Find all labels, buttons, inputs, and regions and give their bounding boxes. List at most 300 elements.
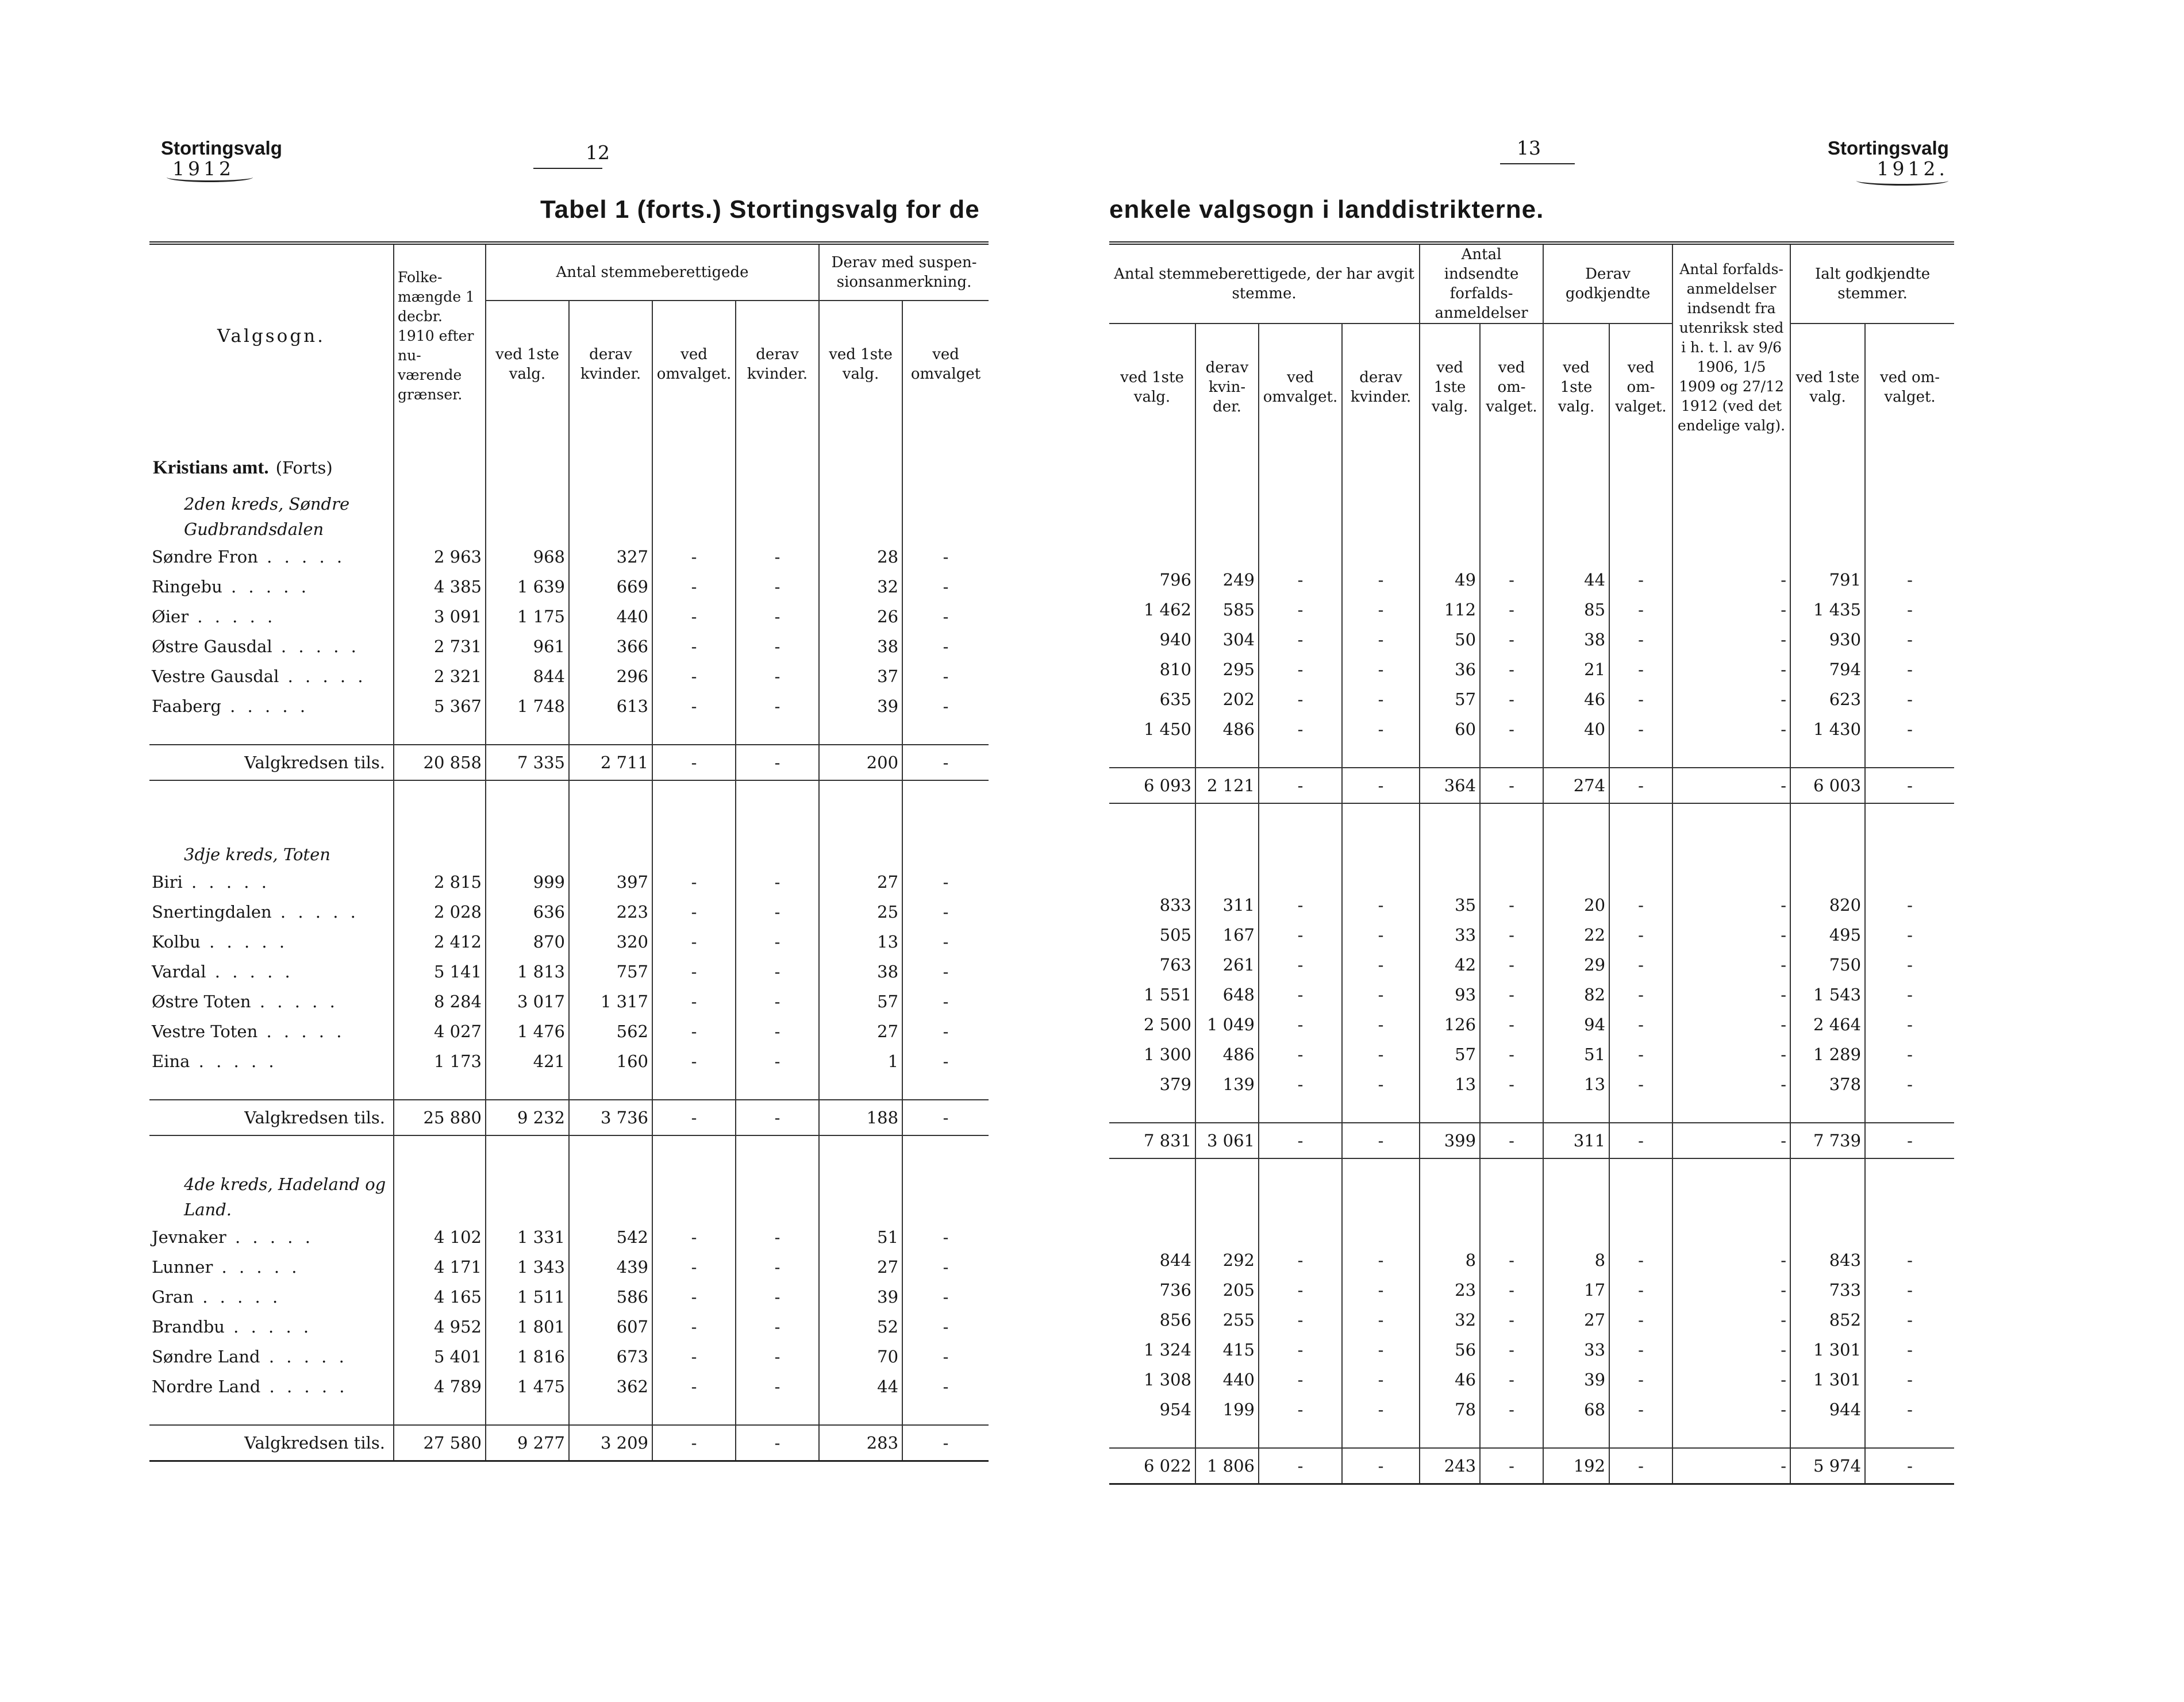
empty-cell [1609, 744, 1672, 768]
value-cell: - [1342, 1275, 1420, 1305]
table-row [1109, 654, 1954, 684]
value-cell: - [1609, 714, 1672, 744]
value-cell: 2 464 [1790, 1010, 1865, 1039]
kreds-heading-row [1109, 803, 1954, 890]
value-cell: 39 [819, 1282, 902, 1312]
valgsogn-name [149, 1372, 394, 1401]
valgsogn-name [149, 1282, 394, 1312]
empty-cell [1480, 803, 1543, 890]
empty-cell [1195, 803, 1259, 890]
value-cell: - [652, 1342, 736, 1372]
value-cell: 82 [1543, 980, 1609, 1010]
table-row [1109, 684, 1954, 714]
value-cell: - [1672, 1275, 1790, 1305]
value-cell: - [652, 1312, 736, 1342]
value-cell: 1 343 [486, 1252, 569, 1282]
value-cell: - [1609, 1395, 1672, 1424]
value-cell: - [1672, 1395, 1790, 1424]
empty-cell [1342, 803, 1420, 890]
empty-cell [486, 721, 569, 745]
empty-cell [652, 1401, 736, 1425]
value-cell: 2 963 [394, 542, 486, 572]
value-cell: 6 022 [1109, 1448, 1195, 1484]
empty-cell [486, 1076, 569, 1100]
empty-cell [1865, 1099, 1954, 1123]
empty-cell [569, 1135, 652, 1222]
valgsogn-label: Søndre Fron [152, 547, 258, 567]
table-row [149, 1372, 989, 1401]
value-cell: - [736, 1342, 819, 1372]
value-cell: 7 831 [1109, 1123, 1195, 1158]
value-cell: 1 301 [1790, 1365, 1865, 1395]
value-cell: - [736, 987, 819, 1016]
value-cell: 1 806 [1195, 1448, 1259, 1484]
value-cell: - [1672, 1335, 1790, 1365]
empty-cell [1543, 450, 1609, 502]
value-cell: - [652, 957, 736, 987]
value-cell: 296 [569, 661, 652, 691]
value-cell: 999 [486, 867, 569, 897]
value-cell: 856 [1159, 1310, 1191, 1330]
empty-cell [394, 780, 486, 867]
valgsogn-name [149, 927, 394, 957]
value-cell: - [1342, 950, 1420, 980]
value-cell: - [1259, 768, 1342, 803]
value-cell: - [736, 1372, 819, 1401]
empty-cell [486, 1135, 569, 1222]
value-cell: 495 [1790, 920, 1865, 950]
amt-heading-row [149, 427, 989, 479]
value-cell: - [1865, 768, 1954, 803]
value-cell: 13 [1543, 1069, 1609, 1099]
value-cell: - [1672, 920, 1790, 950]
value-cell: 1 175 [486, 602, 569, 631]
value-cell: 3 736 [569, 1100, 652, 1135]
kreds-heading-row [149, 479, 989, 542]
empty-cell [1790, 1158, 1865, 1245]
spacer-row [149, 721, 989, 745]
value-cell: 439 [569, 1252, 652, 1282]
empty-cell [1195, 1424, 1259, 1448]
value-cell: - [1865, 625, 1954, 654]
value-cell: - [1672, 890, 1790, 920]
table-row [1109, 1245, 1954, 1275]
value-cell: - [1865, 684, 1954, 714]
value-cell: - [1609, 595, 1672, 625]
valgsogn-name [149, 602, 394, 631]
value-cell: - [652, 691, 736, 721]
value-cell: - [1609, 1039, 1672, 1069]
value-cell: - [902, 1282, 989, 1312]
value-cell: - [1609, 654, 1672, 684]
value-cell: 1 324 [1143, 1340, 1191, 1360]
value-cell: 20 [1543, 890, 1609, 920]
table-row [1109, 980, 1954, 1010]
value-cell: 57 [1420, 684, 1480, 714]
value-cell: - [1672, 1305, 1790, 1335]
ornament-left [167, 172, 253, 182]
table-row [149, 1312, 989, 1342]
empty-cell [1480, 1424, 1543, 1448]
empty-cell [1865, 803, 1954, 890]
value-cell: - [1342, 1365, 1420, 1395]
value-cell: 33 [1543, 1335, 1609, 1365]
value-cell: 56 [1420, 1335, 1480, 1365]
value-cell: 8 [1543, 1245, 1609, 1275]
value-cell: - [736, 691, 819, 721]
value-cell: 39 [1543, 1365, 1609, 1395]
value-cell: 8 284 [394, 987, 486, 1016]
spacer-row [1109, 744, 1954, 768]
value-cell: 5 974 [1790, 1448, 1865, 1484]
col-header-ialt-1ste: ved 1ste valg. [1790, 324, 1865, 450]
leader-dots: . . . . . [221, 696, 309, 716]
spacer-row [149, 1401, 989, 1425]
value-cell: - [1342, 1245, 1420, 1275]
value-cell: - [736, 1282, 819, 1312]
value-cell: 4 385 [394, 572, 486, 602]
empty-cell [1543, 1158, 1609, 1245]
value-cell: - [1259, 920, 1342, 950]
empty-cell [1195, 450, 1259, 502]
value-cell: - [1672, 1245, 1790, 1275]
value-cell: 1 462 [1143, 600, 1191, 619]
value-cell: - [1609, 980, 1672, 1010]
value-cell: - [1609, 1010, 1672, 1039]
value-cell: 20 858 [394, 745, 486, 780]
value-cell: - [902, 1222, 989, 1252]
value-cell: - [736, 661, 819, 691]
empty-cell [1865, 1158, 1954, 1245]
value-cell: 13 [1420, 1069, 1480, 1099]
right-table-body [1109, 450, 1954, 1484]
value-cell: 791 [1790, 565, 1865, 595]
value-cell: - [1865, 1010, 1954, 1039]
value-cell: - [1342, 768, 1420, 803]
value-cell: 249 [1195, 565, 1259, 595]
empty-cell [1259, 450, 1342, 502]
leader-dots: . . . . . [206, 962, 294, 981]
value-cell: - [1342, 1123, 1420, 1158]
value-cell: - [1342, 1305, 1420, 1335]
value-cell: - [1865, 1335, 1954, 1365]
value-cell: 4 789 [394, 1372, 486, 1401]
spacer-row [1109, 1099, 1954, 1123]
valgsogn-label: Kolbu [152, 932, 201, 952]
value-cell: - [652, 1016, 736, 1046]
empty-cell [1609, 803, 1672, 890]
value-cell: - [1865, 920, 1954, 950]
empty-cell [1672, 744, 1790, 768]
value-cell: - [1672, 654, 1790, 684]
empty-cell [1790, 1099, 1865, 1123]
value-cell: 9 232 [486, 1100, 569, 1135]
value-cell: 255 [1195, 1305, 1259, 1335]
empty-cell [736, 721, 819, 745]
value-cell: 327 [569, 542, 652, 572]
left-page [0, 241, 989, 1505]
value-cell: - [736, 602, 819, 631]
value-cell: - [736, 1016, 819, 1046]
value-cell: - [1480, 1395, 1543, 1424]
empty-cell [1109, 1158, 1195, 1245]
value-cell: 635 [1159, 690, 1191, 709]
empty-cell [652, 427, 736, 479]
value-cell: 39 [819, 691, 902, 721]
empty-cell [1420, 803, 1480, 890]
empty-cell [1342, 450, 1420, 502]
spacer-row [149, 1076, 989, 1100]
total-row [1109, 768, 1954, 803]
value-cell: - [736, 927, 819, 957]
empty-cell [1790, 803, 1865, 890]
value-cell: - [1480, 950, 1543, 980]
empty-cell [1865, 450, 1954, 502]
valgsogn-label: Faaberg [152, 696, 221, 716]
value-cell: 440 [1195, 1365, 1259, 1395]
value-cell: - [1609, 950, 1672, 980]
empty-cell [1480, 502, 1543, 565]
value-cell: - [1672, 714, 1790, 744]
value-cell: - [1865, 595, 1954, 625]
table-row [149, 987, 989, 1016]
value-cell: 585 [1195, 595, 1259, 625]
value-cell: 27 [819, 1016, 902, 1046]
valgsogn-label: Nordre Land [152, 1377, 261, 1396]
value-cell: - [1672, 625, 1790, 654]
empty-cell [1543, 803, 1609, 890]
leader-dots: . . . . . [224, 1317, 313, 1337]
valgsogn-name [149, 572, 394, 602]
value-cell: 4 165 [394, 1282, 486, 1312]
valgsogn-label: Ringebu [152, 577, 222, 596]
value-cell: - [1609, 1275, 1672, 1305]
leader-dots: . . . . . [271, 902, 359, 922]
value-cell: 188 [819, 1100, 902, 1135]
value-cell: 736 [1159, 1280, 1191, 1300]
empty-cell [1543, 1424, 1609, 1448]
value-cell: - [902, 1252, 989, 1282]
value-cell: 60 [1420, 714, 1480, 744]
empty-cell [736, 479, 819, 542]
value-cell: 1 748 [486, 691, 569, 721]
page-number-left: 12 [586, 141, 610, 164]
total-label: Valgkredsen tils. [149, 1100, 394, 1135]
value-cell: 648 [1195, 980, 1259, 1010]
empty-cell [902, 479, 989, 542]
empty-cell [1342, 744, 1420, 768]
value-cell: 940 [1159, 630, 1191, 649]
leader-dots: . . . . . [279, 667, 367, 686]
value-cell: 930 [1790, 625, 1865, 654]
value-cell: - [1259, 890, 1342, 920]
value-cell: 2 028 [394, 897, 486, 927]
value-cell: - [902, 542, 989, 572]
value-cell: 763 [1159, 955, 1191, 975]
valgsogn-name [149, 631, 394, 661]
value-cell: 944 [1790, 1395, 1865, 1424]
page-number-right: 13 [1517, 137, 1541, 159]
table-row [149, 661, 989, 691]
col-header-indsendte-omvalget: ved om-valget. [1480, 324, 1543, 450]
table-row [149, 1016, 989, 1046]
value-cell: - [1259, 1275, 1342, 1305]
table-row [149, 602, 989, 631]
value-cell: 820 [1790, 890, 1865, 920]
value-cell: 223 [569, 897, 652, 927]
value-cell: - [1672, 1039, 1790, 1069]
empty-cell [1420, 1099, 1480, 1123]
value-cell: 44 [1543, 565, 1609, 595]
value-cell: 52 [819, 1312, 902, 1342]
value-cell: - [1259, 565, 1342, 595]
value-cell: 3 209 [569, 1425, 652, 1461]
value-cell: - [1672, 595, 1790, 625]
value-cell: 36 [1420, 654, 1480, 684]
empty-cell [1259, 1099, 1342, 1123]
empty-cell [819, 1076, 902, 1100]
table-row [1109, 890, 1954, 920]
running-year-right: 1912. [1877, 157, 1948, 180]
value-cell: - [1342, 714, 1420, 744]
value-cell: - [1342, 654, 1420, 684]
empty-cell [1109, 450, 1195, 502]
empty-cell [1195, 744, 1259, 768]
value-cell: 49 [1420, 565, 1480, 595]
value-cell: - [652, 927, 736, 957]
valgsogn-label: Østre Gausdal [152, 637, 272, 656]
kreds-heading-row [149, 1135, 989, 1222]
valgsogn-name [149, 1252, 394, 1282]
amt-heading-row [1109, 450, 1954, 502]
value-cell: 1 813 [486, 957, 569, 987]
empty-cell [902, 427, 989, 479]
value-cell: 32 [1420, 1305, 1480, 1335]
value-cell: 93 [1420, 980, 1480, 1010]
empty-cell [569, 1401, 652, 1425]
empty-cell [569, 721, 652, 745]
value-cell: - [902, 602, 989, 631]
page-number-rule-left [533, 168, 602, 169]
leader-dots: . . . . . [222, 577, 310, 596]
value-cell: 200 [819, 745, 902, 780]
value-cell: - [1259, 684, 1342, 714]
empty-cell [736, 1401, 819, 1425]
empty-cell [1195, 1158, 1259, 1245]
value-cell: 21 [1543, 654, 1609, 684]
table-row [1109, 920, 1954, 950]
kreds-heading-row [149, 780, 989, 867]
value-cell: 38 [819, 631, 902, 661]
leader-dots: . . . . . [189, 607, 276, 626]
empty-cell [1259, 502, 1342, 565]
value-cell: 25 [819, 897, 902, 927]
valgsogn-label: Vestre Toten [152, 1022, 258, 1041]
empty-cell [1259, 803, 1342, 890]
empty-cell [1420, 1158, 1480, 1245]
valgsogn-label: Søndre Land [152, 1347, 260, 1366]
value-cell: 25 880 [394, 1100, 486, 1135]
left-table [149, 241, 989, 1462]
empty-cell [149, 1401, 394, 1425]
valgsogn-name [149, 1016, 394, 1046]
value-cell: 505 [1159, 925, 1191, 945]
value-cell: 57 [819, 987, 902, 1016]
empty-cell [1672, 502, 1790, 565]
value-cell: - [902, 661, 989, 691]
value-cell: - [652, 1372, 736, 1401]
value-cell: - [1480, 1039, 1543, 1069]
empty-cell [652, 479, 736, 542]
value-cell: - [1865, 1275, 1954, 1305]
empty-cell [1790, 450, 1865, 502]
valgsogn-label: Lunner [152, 1257, 213, 1277]
valgsogn-name [149, 897, 394, 927]
empty-cell [1543, 744, 1609, 768]
table-row [1109, 1305, 1954, 1335]
value-cell: 968 [486, 542, 569, 572]
value-cell: 364 [1420, 768, 1480, 803]
value-cell: - [1865, 1069, 1954, 1099]
value-cell: 843 [1790, 1245, 1865, 1275]
value-cell: - [1480, 1245, 1543, 1275]
value-cell: - [1259, 1069, 1342, 1099]
value-cell: 85 [1543, 595, 1609, 625]
empty-cell [819, 1135, 902, 1222]
value-cell: - [652, 661, 736, 691]
empty-cell [486, 780, 569, 867]
value-cell: - [1865, 1305, 1954, 1335]
empty-cell [486, 427, 569, 479]
value-cell: - [1342, 1010, 1420, 1039]
table-row [1109, 1395, 1954, 1424]
value-cell: - [902, 1016, 989, 1046]
value-cell: 1 300 [1143, 1045, 1191, 1064]
value-cell: - [1865, 654, 1954, 684]
value-cell: 844 [486, 661, 569, 691]
kreds-heading: 4de kreds, Hadeland og Land. [184, 1175, 386, 1219]
amt-forts: (Forts) [275, 458, 333, 478]
value-cell: - [1609, 1305, 1672, 1335]
value-cell: 796 [1159, 570, 1191, 590]
leader-dots: . . . . . [251, 992, 339, 1011]
value-cell: - [1480, 768, 1543, 803]
value-cell: - [1259, 654, 1342, 684]
value-cell: 750 [1790, 950, 1865, 980]
empty-cell [1259, 744, 1342, 768]
value-cell: 292 [1195, 1245, 1259, 1275]
leader-dots: . . . . . [260, 1347, 348, 1366]
value-cell: 4 171 [394, 1252, 486, 1282]
value-cell: - [1480, 1335, 1543, 1365]
empty-cell [652, 1076, 736, 1100]
value-cell: 243 [1420, 1448, 1480, 1484]
value-cell: 2 321 [394, 661, 486, 691]
value-cell: - [902, 867, 989, 897]
empty-cell [902, 721, 989, 745]
value-cell: 37 [819, 661, 902, 691]
table-title-right: enkele valgsogn i landdistrikterne. [1109, 195, 1544, 224]
leader-dots: . . . . . [190, 1052, 278, 1071]
empty-cell [1609, 1099, 1672, 1123]
value-cell: - [736, 1100, 819, 1135]
value-cell: - [1672, 950, 1790, 980]
col-header-avgit: Antal stemmeberettigede, der har avgit stemme. [1109, 243, 1420, 324]
value-cell: 27 [819, 1252, 902, 1282]
value-cell: - [736, 631, 819, 661]
value-cell: - [1865, 714, 1954, 744]
value-cell: - [1342, 684, 1420, 714]
